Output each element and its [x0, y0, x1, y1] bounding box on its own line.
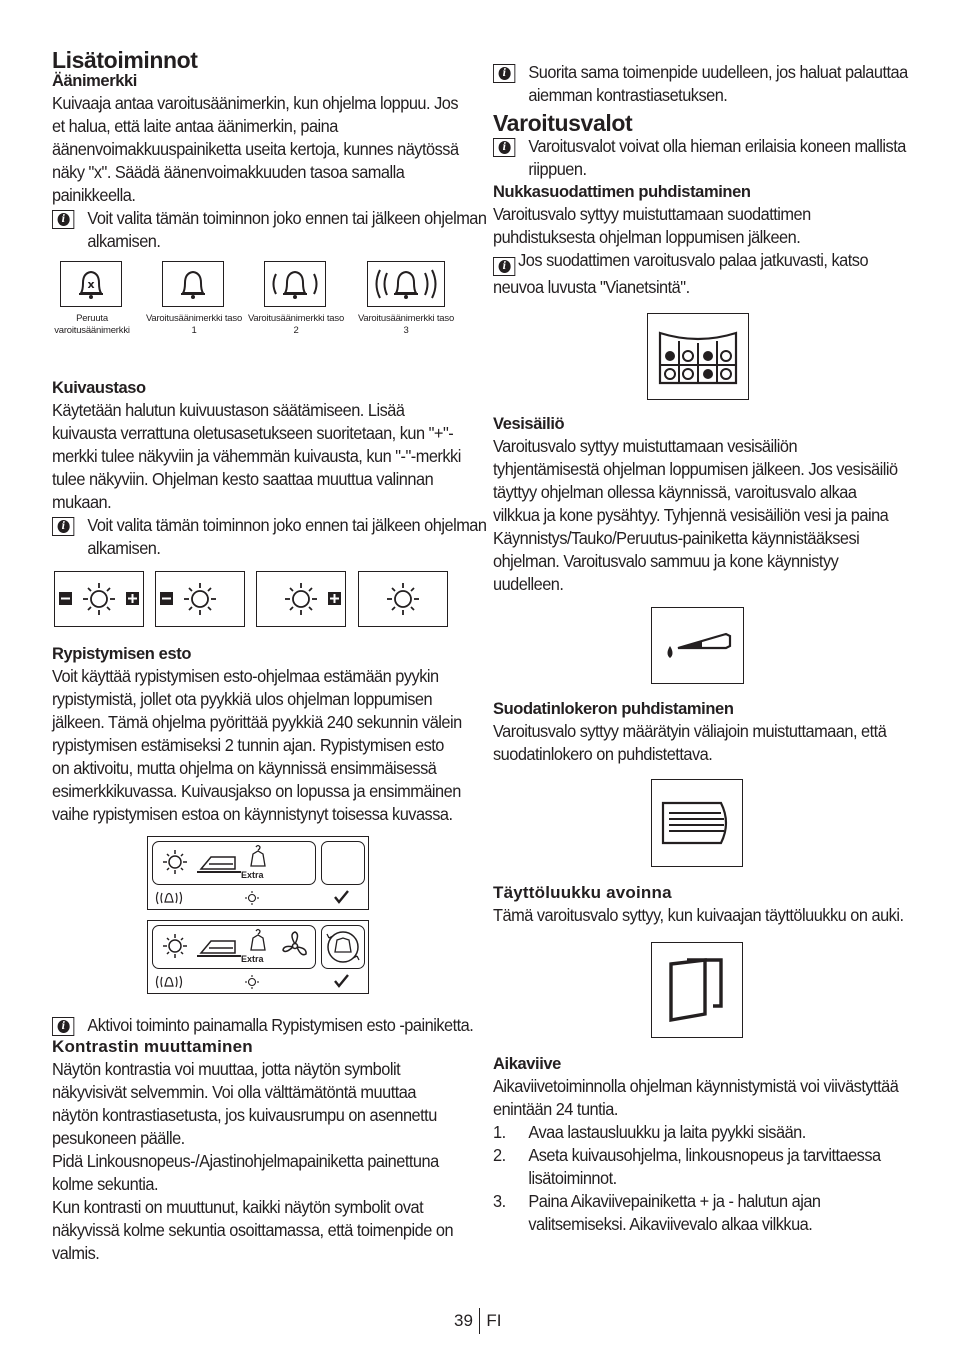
sound-note: i Voit valita tämän toiminnon joko ennen tai jälkeen ohjelman alkamisen. — [52, 207, 499, 253]
display-status-row — [152, 888, 366, 908]
language-code: FI — [486, 1311, 502, 1330]
info-icon: i — [493, 138, 515, 157]
dryness-default-icon — [358, 571, 448, 627]
heading-lint-filter: Nukkasuodattimen puhdistaminen — [493, 183, 751, 201]
heading-contrast: Kontrastin muuttaminen — [52, 1037, 253, 1056]
contrast-text-3: Kun kontrasti on muuttunut, kaikki näytön symbolit ovat näkyvissä kolme sekuntia osoittamassa, että toimenpide on valmis. — [52, 1197, 454, 1263]
page-number: 39 — [454, 1311, 473, 1330]
dryness-text: Käytetään halutun kuivuustason säätämiseen. Lisää kuivausta verrattuna oletusasetukseen suoritetaan, kun "+"-merkki tulee näkyviin ja vähemmän kuivausta, kun "-"-merkki tulee näkyviin. Ohjelman kesto saattaa muuttua valinnan mukaan. — [52, 400, 461, 512]
dryness-plus-icon — [256, 571, 346, 627]
display-status-row — [152, 972, 366, 992]
bell-level-2-icon — [264, 261, 326, 307]
lint-text: Varoitusvalo syttyy muistuttamaan suodattimen puhdistuksesta ohjelman loppumisen jälkeen. — [493, 204, 811, 247]
bell-level-3-icon — [367, 261, 445, 307]
heading-water-tank: Vesisäiliö — [493, 415, 565, 433]
section-title-warning-lights: Varoitusvalot — [493, 110, 633, 136]
dryness-minus-plus-icon — [54, 571, 144, 627]
info-icon: i — [52, 1017, 74, 1036]
filter-drawer-icon — [651, 779, 743, 867]
anticrease-note: i Aktivoi toiminto painamalla Rypistymisen esto -painiketta. — [52, 1014, 499, 1037]
list-item: 3. Paina Aikaviivepainiketta + ja - halutun ajan valitsemiseksi. Aikaviivevalo alkaa vilkkua. — [493, 1191, 821, 1234]
display-symbol-group — [152, 925, 316, 969]
dryness-note: i Voit valita tämän toiminnon joko ennen tai jälkeen ohjelman alkamisen. — [52, 514, 499, 560]
svg-text:x: x — [87, 278, 95, 291]
info-icon: i — [493, 64, 515, 83]
heading-dryness: Kuivaustaso — [52, 379, 146, 397]
caption-bell-level-2: Varoitusäänimerkki taso 2 — [247, 313, 345, 336]
door-open-icon — [651, 942, 743, 1038]
sound-text: Kuivaaja antaa varoitusäänimerkin, kun ohjelma loppuu. Jos et halua, että laite antaa äänimerkin, paina äänenvoimakkuuspainiketta useita kertoja, kunnes näytössä näky "x". Säädä äänenvoimakkuuden tasoa samalla painikkeella. — [52, 93, 459, 205]
section-title-extra-functions: Lisätoiminnot — [52, 47, 198, 73]
water-tank-icon — [651, 607, 744, 684]
contrast-text-1: Näytön kontrastia voi muuttaa, jotta näytön symbolit näkyvisivät selvemmin. Voi olla välttämätöntä muuttaa näytön kontrastiasetusta, jos kuivausrumpu on asennettu pesukoneen päälle. — [52, 1059, 437, 1148]
display-symbol-group — [152, 841, 316, 885]
info-icon: i — [52, 517, 74, 536]
delay-steps — [493, 1121, 905, 1236]
extra-label: Extra — [241, 954, 264, 964]
bell-cancel-icon — [60, 261, 122, 307]
caption-bell-level-1: Varoitusäänimerkki taso 1 — [145, 313, 243, 336]
bell-icon-row — [52, 261, 464, 353]
right-column — [493, 61, 908, 1236]
list-item: 2. Aseta kuivausohjelma, linkousnopeus ja tarvittaessa lisätoiminnot. — [493, 1145, 881, 1188]
warning-note: i Varoitusvalot voivat olla hieman erilaisia koneen mallista riippuen. — [493, 135, 940, 181]
anticrease-text: Voit käyttää rypistymisen esto-ohjelmaa estämään pyykin rypistymistä, jollet ota pyykkiä ulos ohjelman loppumisen jälkeen. Tämä ohjelma pyörittää pyykkiä 240 sekunnin välein rypistymisen estämiseksi 2 tunnin ajan. Rypistymisen esto on aktivoitu, mutta ohjelma on käynnissä ensimmäisessä esimerkkikuvassa. Kuivausjakso on lopussa ja ensimmäinen vaihe rypistymisen estoa on käynnistynyt toisessa kuvassa. — [52, 666, 462, 824]
left-column — [52, 46, 487, 1265]
door-text: Tämä varoitusvalo syttyy, kun kuivaajan täyttöluukku on auki. — [493, 905, 904, 925]
bell-level-1-icon — [162, 261, 224, 307]
display-panel-1 — [147, 836, 369, 910]
info-icon: i — [52, 210, 74, 229]
display-empty-slot — [321, 841, 365, 885]
caption-bell-cancel: Peruuta varoitusäänimerkki — [54, 313, 130, 336]
footer-divider — [479, 1308, 481, 1334]
extra-label: Extra — [241, 870, 264, 880]
info-icon: i — [493, 257, 515, 276]
caption-bell-level-3: Varoitusäänimerkki taso 3 — [357, 313, 455, 336]
anticrease-icon — [321, 925, 365, 969]
heading-anticrease: Rypistymisen esto — [52, 645, 192, 663]
page-footer — [454, 1308, 502, 1334]
contrast-text-2: Pidä Linkousnopeus-/Ajastinohjelmapainiketta painettuna kolme sekuntia. — [52, 1151, 439, 1194]
list-item: 1. Avaa lastausluukku ja laita pyykki sisään. — [493, 1122, 806, 1142]
lint-note: i Jos suodattimen varoitusvalo palaa jatkuvasti, katso neuvoa luvusta "Vianetsintä". — [493, 250, 869, 297]
heading-filter-drawer: Suodatinlokeron puhdistaminen — [493, 700, 734, 718]
heading-delay: Aikaviive — [493, 1055, 561, 1073]
tank-text: Varoitusvalo syttyy muistuttamaan vesisäiliön tyhjentämisestä ohjelman loppumisen jälkeen. Jos vesisäiliö täyttyy ohjelman ollessa käynnissä, varoitusvalo alkaa vilkkua ja kone pysähtyy. Tyhjennä vesisäiliön vesi ja paina Käynnistys/Tauko/Peruutus-painiketta käynnistääksesi ohjelman. Varoitusvalo sammuu ja kone käynnistyy uudelleen. — [493, 436, 898, 594]
filter-drawer-text: Varoitusvalo syttyy määrätyin väliajoin muistuttamaan, että suodatinlokero on puhdistettava. — [493, 721, 887, 764]
heading-door-open: Täyttöluukku avoinna — [493, 883, 672, 902]
display-panel-2 — [147, 920, 369, 994]
lint-filter-icon — [647, 313, 749, 400]
heading-sound: Äänimerkki — [52, 72, 137, 90]
dryness-icon-row — [52, 571, 464, 627]
delay-text: Aikaviivetoiminnolla ohjelman käynnistymistä voi viivästyttää enintään 24 tuntia. — [493, 1076, 899, 1119]
contrast-repeat-note: i Suorita sama toimenpide uudelleen, jos haluat palauttaa aiemman kontrastiasetuksen. — [493, 61, 940, 107]
dryness-minus-icon — [155, 571, 245, 627]
